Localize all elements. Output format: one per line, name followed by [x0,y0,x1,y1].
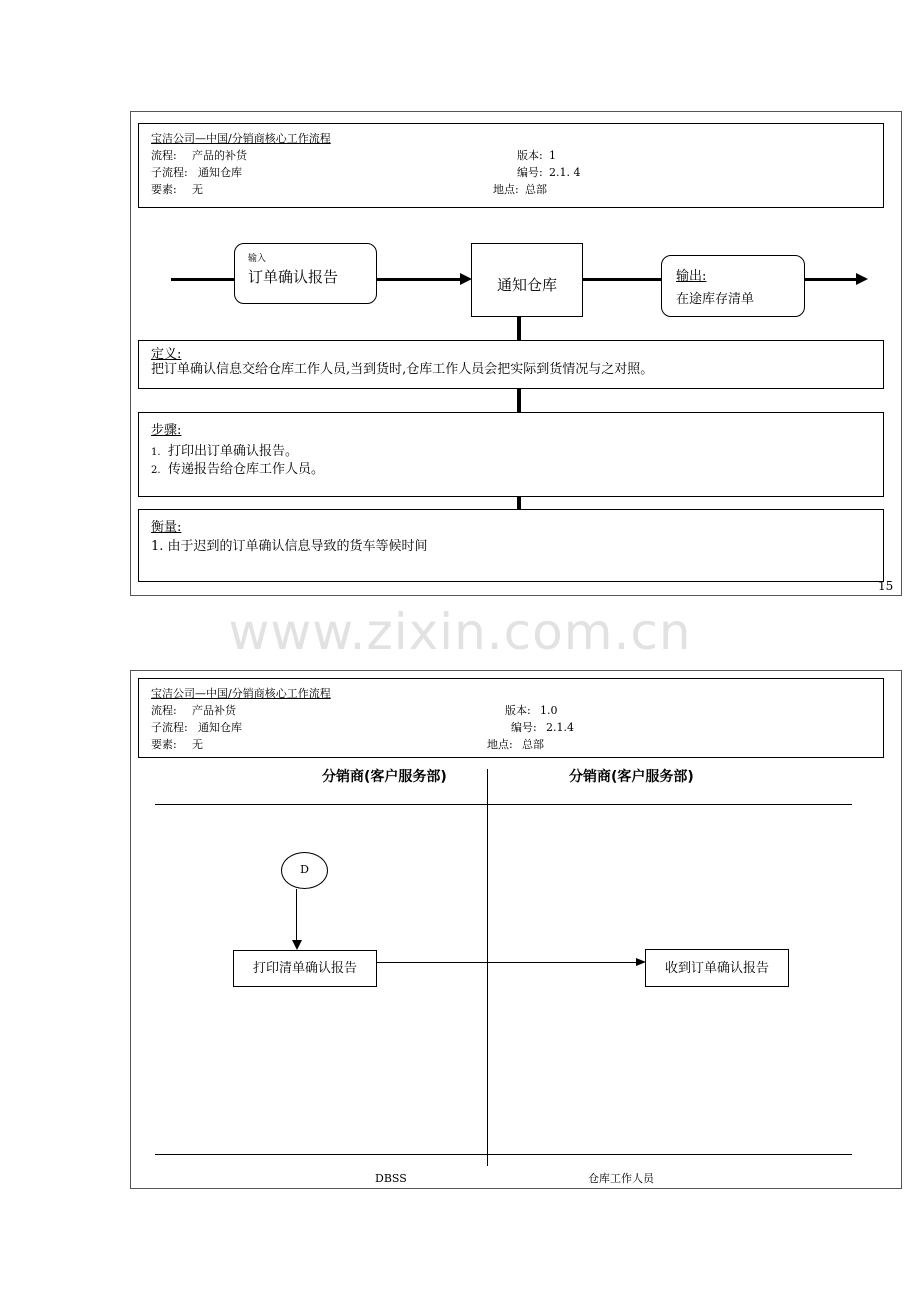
page2-element-value: 无 [192,738,203,751]
page1-subprocess-label: 子流程: [151,166,188,179]
page1-process-label: 流程: [151,149,177,162]
page1-version-value: 1 [549,149,556,162]
page2-number-value: 2.1.4 [546,721,574,734]
connector-d-circle [281,852,328,889]
lane-right-title: 分销商(客户服务部) [569,769,694,785]
lane-bottom-line [155,1154,852,1155]
connector-definition-steps [517,388,521,412]
steps-box [138,412,884,497]
page1-location-label: 地点: [493,183,519,196]
page1-location-value: 总部 [525,183,547,196]
page2-location-label: 地点: [487,738,513,751]
steps-title: 步骤: [151,423,182,438]
definition-title: 定义: [151,347,182,362]
page1-header-title: 宝洁公司—中国/分销商核心工作流程 [151,132,331,145]
page1-subprocess-value: 通知仓库 [198,166,242,179]
input-box [234,243,377,304]
input-label: 订单确认报告 [248,268,339,286]
page1-process-value: 产品的补货 [192,149,247,162]
flow-line-right [582,278,662,281]
step-1-text: 打印出订单确认报告。 [168,444,299,459]
connector-d-label: D [300,863,309,876]
step-2-text: 传递报告给仓库工作人员。 [168,462,325,477]
connector-steps-measure [517,496,521,509]
connector-d-line [296,889,297,941]
connector-d-arrow [292,940,302,950]
print-report-box [233,950,377,987]
flow-line-out [803,278,859,281]
flow-arrow-out [856,273,868,285]
page2-number-label: 编号: [511,721,537,734]
center-process-label: 通知仓库 [496,276,557,294]
page2-header-box [138,678,884,758]
flow-line-left [171,278,235,281]
page1-number-label: 编号: [517,166,543,179]
step-2-number: 2. [151,465,161,476]
page1-element-label: 要素: [151,183,177,196]
measure-item-1: 1. 由于迟到的订单确认信息导致的货车等候时间 [151,539,428,554]
page2-process-value: 产品补货 [192,704,236,717]
lane-left-title: 分销商(客户服务部) [322,769,447,785]
definition-box [138,340,884,389]
lane-left-footer: DBSS [375,1172,407,1185]
page2-element-label: 要素: [151,738,177,751]
page1-number-value: 2.1. 4 [549,166,581,179]
lane-right-footer: 仓库工作人员 [588,1172,654,1185]
lane-divider [487,769,488,1166]
definition-text: 把订单确认信息交给仓库工作人员,当到货时,仓库工作人员会把实际到货情况与之对照。 [151,362,654,377]
page2-process-label: 流程: [151,704,177,717]
page1-version-label: 版本: [517,149,543,162]
measure-title: 衡量: [151,520,182,535]
page2-subprocess-label: 子流程: [151,721,188,734]
page2-version-label: 版本: [505,704,531,717]
receive-report-label: 收到订单确认报告 [664,961,769,976]
page2-subprocess-value: 通知仓库 [198,721,242,734]
output-box [661,255,805,317]
print-report-label: 打印清单确认报告 [252,961,357,976]
page2-version-value: 1.0 [540,704,558,717]
output-label: 在途库存清单 [676,292,755,307]
handoff-line [377,962,638,963]
page1-header-box [138,123,884,208]
connector-center-definition [517,317,521,340]
step-1-number: 1. [151,447,161,458]
output-title: 输出: [676,269,707,284]
page2-location-value: 总部 [522,738,544,751]
page1-element-value: 无 [192,183,203,196]
lane-top-line [155,804,852,805]
page-number: 15 [878,579,894,593]
watermark: www.zixin.com.cn [228,603,692,661]
page2-header-title: 宝洁公司—中国/分销商核心工作流程 [151,687,331,700]
flow-line-mid [376,278,464,281]
center-process-box [471,243,583,317]
input-small-label: 输入 [248,254,267,264]
measure-box [138,509,884,582]
receive-report-box [645,949,789,987]
